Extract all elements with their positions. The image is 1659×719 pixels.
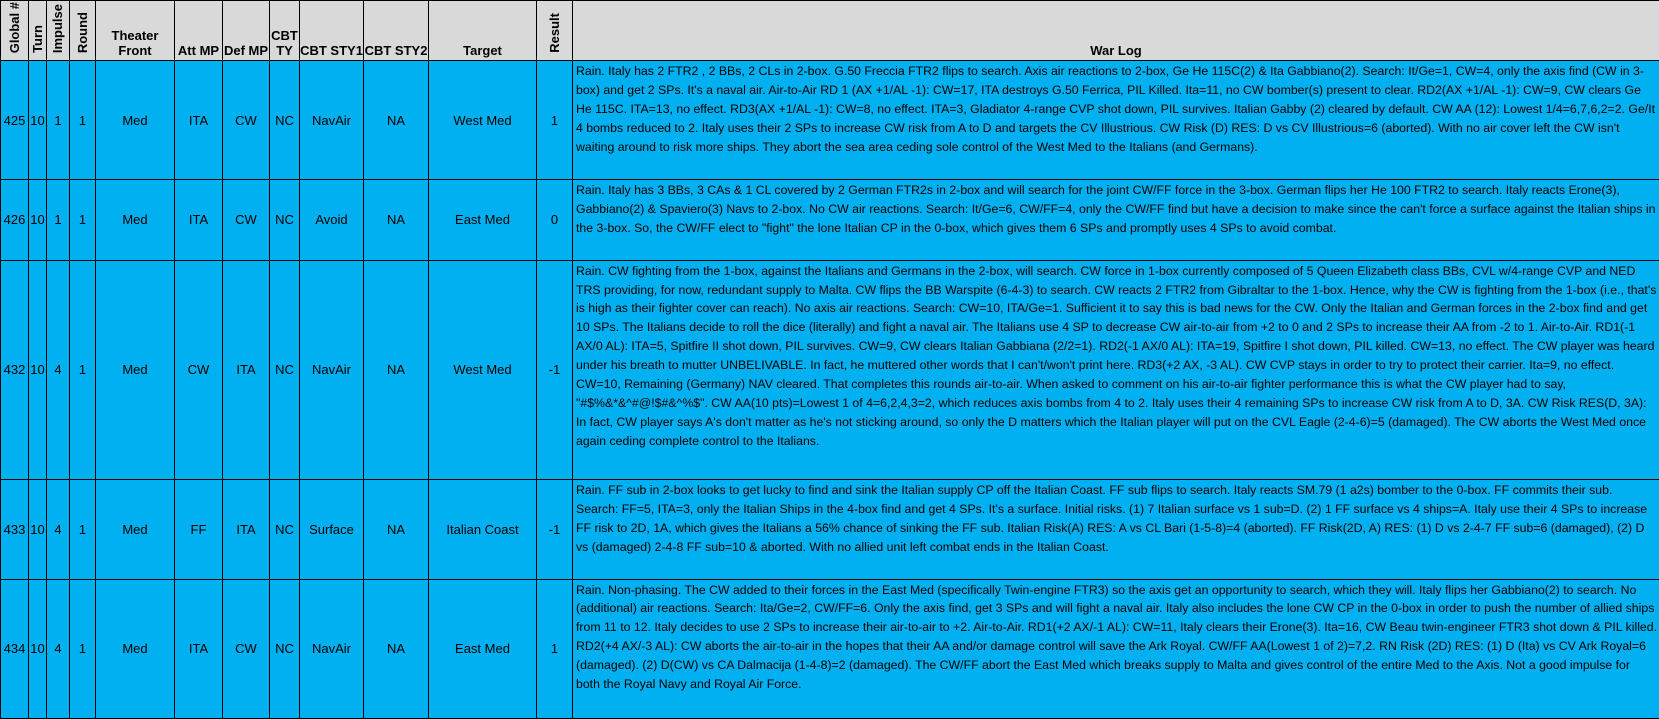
header-cbt-sty1[interactable]: CBT STY1 [300,1,364,61]
cell-target[interactable]: West Med [429,260,537,480]
cell-war-log[interactable]: Rain. Italy has 2 FTR2 , 2 BBs, 2 CLs in 2-box. G.50 Freccia FTR2 flips to search. Axis air reactions to 2-box, Ge He 115C(2) & Ita Gabbiano(2). Search: It/Ge=1, CW=4, only the axis find (CW in 3-box) and get 2 SPs. It's a naval air. Air-to-Air RD 1 (AX +1/AL -1): CW=17, ITA destroys G.50 Ferrica, PIL Killed. Ita=11, no CW bomber(s) present to clear. RD2(AX +1/AL -1): CW=9, CW clears Ge He 115C. ITA=13, no effect. RD3(AX +1/AL -1): CW=8, no effect. ITA=3, Gladiator 4-range CVP shot down, PIL survives. Italian Gabby (2) cleared by default. CW AA (12): Lowest 1/4=6,7,6,2=2. Ge/It 4 bombs reduced to 2. Italy uses their 2 SPs to increase CW risk from A to D and targets the CV Illustrious. CW Risk (D) RES: D vs CV Illustrious=6 (aborted). With no air cover left the CW isn't waiting around to risk more ships. They abort the sea area ceding sole control of the West Med to the Italians (and Germans). [573,61,1659,180]
cell-cbt-sty1[interactable]: NavAir [300,260,364,480]
cell-cbt-sty1[interactable]: NavAir [300,61,364,180]
cell-global[interactable]: 434 [1,579,29,718]
cell-cbt-sty1[interactable]: NavAir [300,579,364,718]
cell-global[interactable]: 433 [1,480,29,579]
header-target[interactable]: Target [429,1,537,61]
header-cbt-sty2[interactable]: CBT STY2 [364,1,429,61]
header-round[interactable] [70,1,96,61]
table-row [1,480,1659,579]
cell-def-mp[interactable]: CW [223,579,270,718]
cell-turn[interactable]: 10 [29,260,47,480]
cell-cbt-sty2[interactable]: NA [364,180,429,260]
cell-cbt-sty2[interactable]: NA [364,480,429,579]
cell-global[interactable]: 425 [1,61,29,180]
cell-impulse[interactable]: 4 [47,579,70,718]
cell-impulse[interactable]: 4 [47,260,70,480]
cell-round[interactable]: 1 [70,180,96,260]
cell-impulse[interactable]: 1 [47,180,70,260]
header-def-mp[interactable]: Def MP [223,1,270,61]
cell-global[interactable]: 432 [1,260,29,480]
cell-turn[interactable]: 10 [29,480,47,579]
header-global[interactable] [1,1,29,61]
cell-theater[interactable]: Med [96,260,175,480]
table-row [1,260,1659,480]
cell-round[interactable]: 1 [70,61,96,180]
cell-def-mp[interactable]: ITA [223,480,270,579]
cell-result[interactable]: 1 [537,61,573,180]
cell-war-log[interactable]: Rain. Italy has 3 BBs, 3 CAs & 1 CL covered by 2 German FTR2s in 2-box and will search for the joint CW/FF force in the 3-box. German flips her He 100 FTR2 to search. Italy reacts Erone(3), Gabbiano(2) & Spaviero(3) Navs to 2-box. No CW air reactions. Search: It/Ge=6, CW/FF=4, only the CW/FF find but have a decision to make since the can't force a surface against the Italian ships in the 3-box. So, the CW/FF elect to "fight" the lone Italian CP in the 0-box, which gives them 6 SPs and promptly uses 4 SPs to avoid combat. [573,180,1659,260]
header-impulse-label: Impulse [50,3,65,53]
header-att-mp[interactable]: Att MP [175,1,223,61]
header-theater[interactable]: Theater Front [96,1,175,61]
header-impulse[interactable] [47,1,70,61]
cell-target[interactable]: Italian Coast [429,480,537,579]
cell-theater[interactable]: Med [96,180,175,260]
cell-round[interactable]: 1 [70,260,96,480]
cell-cbt-ty[interactable]: NC [270,480,300,579]
cell-cbt-ty[interactable]: NC [270,579,300,718]
cell-war-log[interactable]: Rain. CW fighting from the 1-box, against the Italians and Germans in the 2-box, will search. CW force in 1-box currently composed of 5 Queen Elizabeth class BBs, CVL w/4-range CVP and NED TRS providing, for now, redundant supply to Malta. CW flips the BB Warspite (6-4-3) to search. CW reacts 2 FTR2 from Gibraltar to the 1-box. Hence, why the CW is fighting from the 1-box (i.e., that's is high as their fighter cover can reach). No axis air reactions. Search: CW=10, ITA/Ge=1. Sufficient it to say this is bad news for the CW. Only the Italian and German forces in the 2-box find and get 10 SPs. The Italians decide to roll the dice (literally) and fight a naval air. The Italians use 4 SP to decrease CW air-to-air from +2 to 0 and 2 SPs to increase their AA from -2 to 1. Air-to-Air. RD1(-1 AX/0 AL): ITA=5, Spitfire II shot down, PIL survives. CW=9, CW clears Italian Gabbiana (2/2=1). RD2(-1 AX/0 AL): ITA=19, Spitfire I shot down, PIL killed. CW=13, no effect. The CW player was heard under his breath to mutter UNBELIVABLE. In fact, he muttered other words that I can't/won't print here. RD3(+2 AX, -3 AL). CW CVP stays in order to try to protect their carrier. Ita=9, no effect. CW=10, Remaining (Germany) NAV cleared. That completes this rounds air-to-air. When asked to comment on his air-to-air fighter performance this is what the CW player had to say, "#$%&*&^#@!$#&^%$". CW AA(10 pts)=Lowest 1 of 4=6,2,4,3=2, which reduces axis bombs from 4 to 2. Italy uses their 4 remaining SPs to increase CW risk from A to D, 3A. CW Risk RES(D, 3A): In fact, CW player says A's don't matter as he's not sticking around, so only the D matters which the Italian player will put on the CVL Eagle (2-4-6)=5 (damaged). The CW aborts the West Med once again ceding complete control to the Italians. [573,260,1659,480]
cell-global[interactable]: 426 [1,180,29,260]
cell-def-mp[interactable]: CW [223,61,270,180]
cell-target[interactable]: East Med [429,579,537,718]
cell-cbt-sty1[interactable]: Avoid [300,180,364,260]
cell-turn[interactable]: 10 [29,579,47,718]
header-row [1,1,1659,61]
cell-target[interactable]: West Med [429,61,537,180]
cell-result[interactable]: -1 [537,260,573,480]
cell-war-log[interactable]: Rain. Non-phasing. The CW added to their forces in the East Med (specifically Twin-engine FTR3) so the axis get an opportunity to search, which they will. Italy flips her Gabbiano(2) to search. No (additional) air reactions. Search: Ita/Ge=2, CW/FF=6. Only the axis find, get 3 SPs and will fight a naval air. Italy also includes the lone CW CP in the 0-box in order to push the number of allied ships from 11 to 12. Italy decides to use 2 SPs to increase their air-to-air to +2. Air-to-Air. RD1(+2 AX/-1 AL): CW=11, Italy clears their Erone(3). Ita=16, CW Beau twin-engineer FTR3 shot down & PIL killed. RD2(+4 AX/-3 AL): CW aborts the air-to-air in the hopes that their AA and/or damage control will save the Ark Royal. CW/FF AA(Lowest 1 of 2)=7,2. RN Risk (2D) RES: (1) D (Ita) vs CV Ark Royal=6 (damaged). (2) D(CW) vs CA Dalmacija (1-4-8)=2 (damaged). The CW/FF abort the East Med which breaks supply to Malta and gives control of the entire Med to the Axis. Not a good impulse for both the Royal Navy and Royal Air Force. [573,579,1659,718]
header-result[interactable] [537,1,573,61]
cell-att-mp[interactable]: CW [175,260,223,480]
header-round-label: Round [74,11,90,53]
header-cbt-ty[interactable]: CBT TY [270,1,300,61]
cell-att-mp[interactable]: FF [175,480,223,579]
cell-cbt-ty[interactable]: NC [270,260,300,480]
cell-turn[interactable]: 10 [29,61,47,180]
cell-result[interactable]: 1 [537,579,573,718]
cell-impulse[interactable]: 4 [47,480,70,579]
table-header [1,1,1659,61]
cell-cbt-ty[interactable]: NC [270,180,300,260]
header-result-label: Result [546,13,562,53]
cell-att-mp[interactable]: ITA [175,579,223,718]
cell-cbt-sty2[interactable]: NA [364,579,429,718]
cell-round[interactable]: 1 [70,579,96,718]
cell-result[interactable]: 0 [537,180,573,260]
cell-cbt-sty1[interactable]: Surface [300,480,364,579]
cell-cbt-ty[interactable]: NC [270,61,300,180]
cell-war-log[interactable]: Rain. FF sub in 2-box looks to get lucky to find and sink the Italian supply CP off the Italian Coast. FF sub flips to search. Italy reacts SM.79 (1 a2s) bomber to the 0-box. FF commits their sub. Search: FF=5, ITA=3, only the Italian Ships in the 4-box find and get 4 SPs. It's a surface. Initial risks. (1) 7 Italian surface vs 1 sub=D. (2) 1 FF surface vs 4 ships=A. Italy use their 4 SPs to increase FF risk to 2D, 1A, which gives the Italians a 56% chance of sinking the FF sub. Italian Risk(A) RES: A vs CL Bari (1-5-8)=4 (aborted). FF Risk(2D, A) RES: (1) D vs 2-4-7 FF sub=6 (damaged), (2) D vs (damaged) 2-4-8 FF sub=10 & aborted. With no allied unit left combat ends in the Italian Coast. [573,480,1659,579]
table-body [1,61,1659,719]
header-turn-label: Turn [29,25,45,53]
cell-turn[interactable]: 10 [29,180,47,260]
cell-theater[interactable]: Med [96,61,175,180]
cell-cbt-sty2[interactable]: NA [364,61,429,180]
table-row [1,61,1659,180]
cell-def-mp[interactable]: ITA [223,260,270,480]
cell-result[interactable]: -1 [537,480,573,579]
cell-theater[interactable]: Med [96,579,175,718]
cell-round[interactable]: 1 [70,480,96,579]
cell-theater[interactable]: Med [96,480,175,579]
cell-cbt-sty2[interactable]: NA [364,260,429,480]
table-row [1,180,1659,260]
header-global-label: Global # [6,1,22,53]
cell-att-mp[interactable]: ITA [175,180,223,260]
table-row [1,579,1659,718]
header-turn[interactable] [29,1,47,61]
header-war-log[interactable]: War Log [573,1,1659,61]
cell-att-mp[interactable]: ITA [175,61,223,180]
cell-def-mp[interactable]: CW [223,180,270,260]
cell-target[interactable]: East Med [429,180,537,260]
cell-impulse[interactable]: 1 [47,61,70,180]
